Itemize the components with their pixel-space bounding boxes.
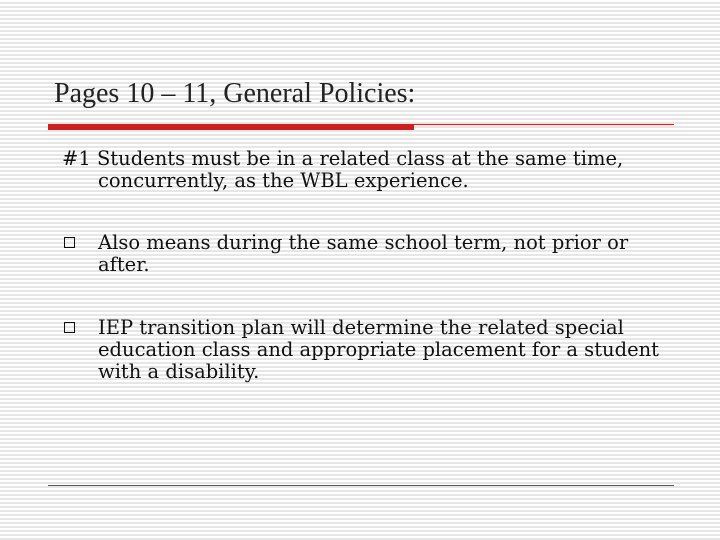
title-underline-accent: [48, 124, 414, 130]
square-bullet-icon: [64, 237, 75, 248]
main-point-text: #1 Students must be in a related class at the same time, concurrently, as the WBL experience.: [62, 147, 624, 192]
sub-point-text: Also means during the same school term, not prior or after.: [98, 231, 629, 276]
square-bullet-icon: [64, 322, 75, 333]
sub-point-item: [62, 232, 682, 276]
sub-point-item: [62, 317, 682, 383]
sub-point-text: IEP transition plan will determine the related special education class and appropriate placement for a student with a disability.: [98, 316, 660, 383]
footer-rule: [48, 485, 674, 486]
slide-title: Pages 10 – 11, General Policies:: [54, 78, 416, 109]
